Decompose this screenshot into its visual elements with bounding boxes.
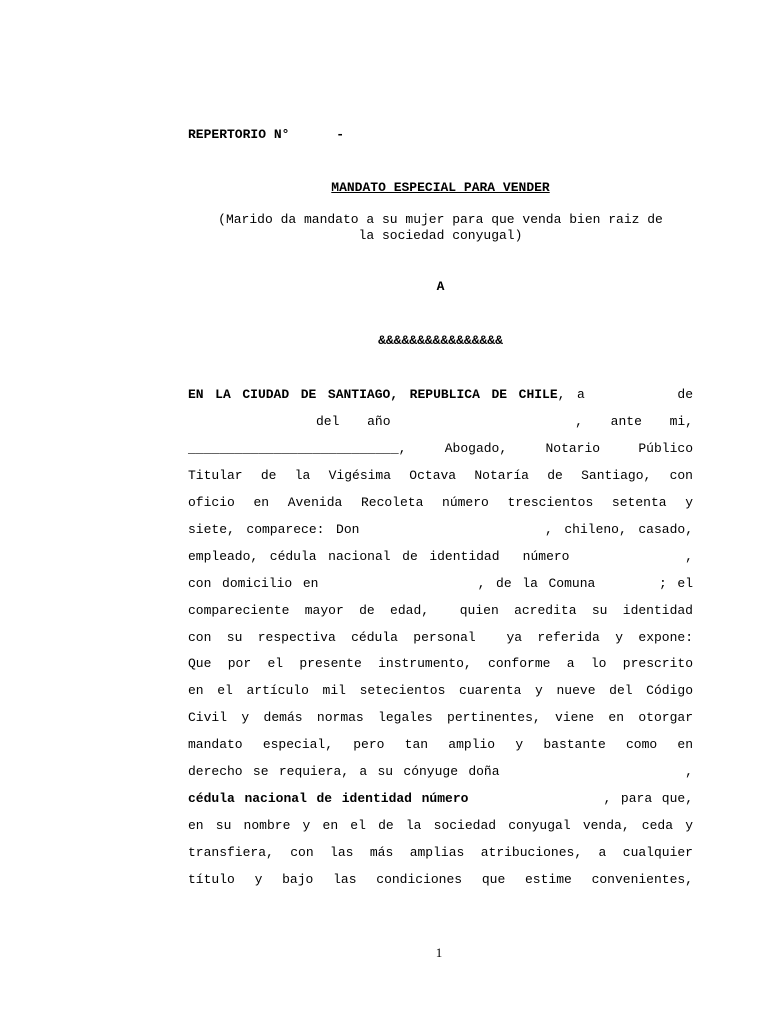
body-line-11 [188, 655, 693, 673]
page-number: 1 [435, 945, 443, 960]
document-title: MANDATO ESPECIAL PARA VENDER [331, 180, 550, 195]
repertorio-header: REPERTORIO N° - [188, 127, 345, 142]
body-line-12-text: en el artículo mil setecientos cuarenta y nueve del Código [188, 683, 693, 698]
body-line-18-text: transfiera, con las más amplias atribuciones, a cualquier [188, 845, 693, 860]
body-line-9-text: compareciente mayor de edad, quien acredita su identidad [188, 603, 693, 618]
body-line-11-text: Que por el presente instrumento, conforme a lo prescrito [188, 656, 693, 671]
recipient-a: A [436, 279, 445, 294]
body-line-14-text: mandato especial, pero tan amplio y bastante como en [188, 737, 693, 752]
body-line-15 [188, 763, 693, 781]
body-line-16 [188, 790, 693, 808]
body-line-8 [188, 575, 693, 593]
recipient-name: &&&&&&&&&&&&&&&& [378, 333, 503, 348]
body-line-1 [188, 386, 693, 404]
body-line-3-text: ___________________________, Abogado, Notario Público [188, 441, 693, 456]
body-line-17 [188, 817, 693, 835]
body-line-15-text: derecho se requiera, a su cónyuge doña , [188, 764, 693, 779]
body-line-5 [188, 494, 693, 512]
body-line-13 [188, 709, 693, 727]
body-line-12 [188, 682, 693, 700]
body-line-14 [188, 736, 693, 754]
body-line-16-bold: cédula nacional de identidad número [188, 791, 469, 806]
body-line-7-text: empleado, cédula nacional de identidad número , [188, 549, 693, 564]
body-line-16-text: , para que, [468, 791, 693, 806]
body-line-18 [188, 844, 693, 862]
body-line-13-text: Civil y demás normas legales pertinentes, viene en otorgar [188, 710, 693, 725]
body-line-5-text: oficio en Avenida Recoleta número trescientos setenta y [188, 495, 693, 510]
body-line-9 [188, 602, 693, 620]
body-line-6 [188, 521, 693, 539]
body-line-2 [316, 413, 693, 431]
body-line-19 [188, 871, 693, 889]
body-line-1-text: , a de [557, 387, 693, 402]
body-line-8-text: con domicilio en , de la Comuna ; el [188, 576, 693, 591]
body-line-3 [188, 440, 693, 458]
body-line-2-text: del año , ante mi, [316, 414, 693, 429]
document-subtitle-line-1: (Marido da mandato a su mujer para que venda bien raiz de [218, 212, 663, 227]
body-line-10 [188, 629, 693, 647]
body-line-4-text: Titular de la Vigésima Octava Notaría de Santiago, con [188, 468, 693, 483]
body-line-6-text: siete, comparece: Don , chileno, casado, [188, 522, 693, 537]
body-line-17-text: en su nombre y en el de la sociedad conyugal venda, ceda y [188, 818, 693, 833]
body-line-19-text: título y bajo las condiciones que estime convenientes, [188, 872, 693, 887]
body-line-7 [188, 548, 693, 566]
body-line-4 [188, 467, 693, 485]
document-subtitle-line-2: la sociedad conyugal) [358, 228, 523, 243]
body-line-1-bold: EN LA CIUDAD DE SANTIAGO, REPUBLICA DE CHILE [188, 387, 558, 402]
body-line-10-text: con su respectiva cédula personal ya referida y expone: [188, 630, 693, 645]
